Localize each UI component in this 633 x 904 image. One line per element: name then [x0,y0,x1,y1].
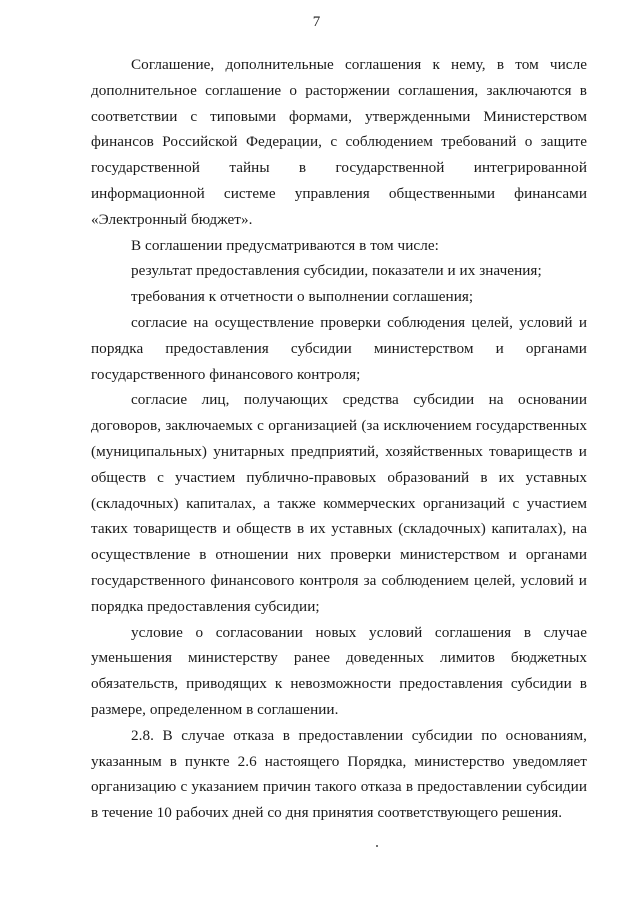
paragraph-2-8-refusal: 2.8. В случае отказа в предоставлении субсидии по основаниям, указанным в пункте 2.6 настоящего Порядка, министерство уведомляет организацию с указанием причин такого отказа в предоставлении субсидии в течение 10 рабочих дней со дня принятия соответствующего решения. [91,726,587,822]
paragraph-agreement-provides: В соглашении предусматриваются в том числе: [131,236,439,254]
paragraph-consent-recipients: согласие лиц, получающих средства субсидии на основании договоров, заключаемых с организацией (за исключением государственных (муниципальных) унитарных предприятий, хозяйственных товариществ и обществ с участием публично-правовых образований в их уставных (складочных) капиталах, а также коммерческих организаций с участием таких товариществ и обществ в их уставных (складочных) капиталах), на осуществление в отношении них проверки министерством и органами государственного финансового контроля за соблюдением целей, условий и порядка предоставления субсидии; [91,391,587,615]
document-body [91,52,587,826]
scan-speck [376,845,378,847]
paragraph-new-conditions: условие о согласовании новых условий соглашения в случае уменьшения министерству ранее доведенных лимитов бюджетных обязательств, приводящих к невозможности предоставления субсидии в размере, определенном в соглашении. [91,623,587,718]
page-number: 7 [312,14,321,30]
paragraph-consent-inspection: согласие на осуществление проверки соблюдения целей, условий и порядка предоставления субсидии министерством и органами государственного финансового контроля; [91,313,587,383]
paragraph-reporting-requirements: требования к отчетности о выполнении соглашения; [131,288,474,306]
paragraph-result-indicators: результат предоставления субсидии, показатели и их значения; [131,262,542,280]
paragraph-agreement-forms: Соглашение, дополнительные соглашения к нему, в том числе дополнительное соглашение о расторжении соглашения, заключаются в соответствии с типовыми формами, утвержденными Министерством финансов Российской Федерации, с соблюдением требований о защите государственной тайны в государственной интегрированной информационной системе управления общественными финансами «Электронный бюджет». [91,56,587,228]
